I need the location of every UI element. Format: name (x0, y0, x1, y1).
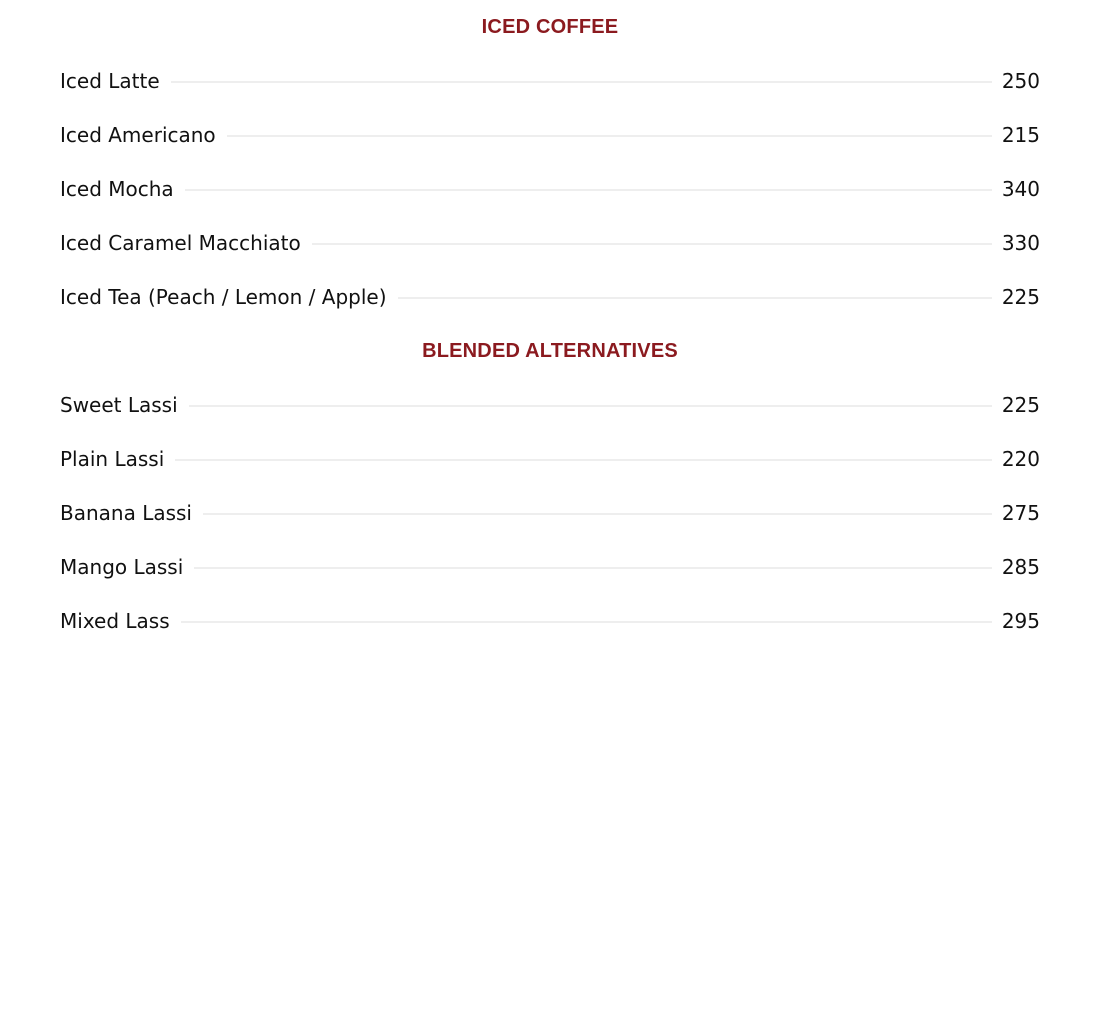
menu-item-name: Iced Americano (60, 123, 216, 147)
menu-item-list (60, 54, 1040, 324)
menu-item (60, 162, 1040, 216)
menu-item-list (60, 378, 1040, 648)
leader-line (312, 243, 992, 245)
menu-item-price: 225 (1001, 393, 1040, 417)
leader-line (227, 135, 992, 137)
menu-item-price: 295 (1001, 609, 1040, 633)
menu-item-name: Iced Mocha (60, 177, 174, 201)
menu-item-price: 285 (1001, 555, 1040, 579)
leader-line (398, 297, 992, 299)
menu-item-price: 215 (1001, 123, 1040, 147)
section-title: BLENDED ALTERNATIVES (422, 340, 678, 362)
section-iced-coffee (0, 0, 1100, 324)
leader-line (203, 513, 992, 515)
menu-item-price: 330 (1001, 231, 1040, 255)
leader-line (194, 567, 992, 569)
menu-item-name: Iced Tea (Peach / Lemon / Apple) (60, 285, 387, 309)
menu-item-price: 250 (1001, 69, 1040, 93)
menu-item-price: 220 (1001, 447, 1040, 471)
menu-item-name: Mixed Lass (60, 609, 170, 633)
menu-item (60, 594, 1040, 648)
menu-item-price: 225 (1001, 285, 1040, 309)
menu-item-name: Sweet Lassi (60, 393, 178, 417)
menu-item (60, 108, 1040, 162)
menu-item-price: 275 (1001, 501, 1040, 525)
menu-item (60, 54, 1040, 108)
leader-line (171, 81, 992, 83)
section-blended-alternatives (0, 324, 1100, 648)
menu-item-price: 340 (1001, 177, 1040, 201)
leader-line (185, 189, 992, 191)
leader-line (189, 405, 992, 407)
leader-line (175, 459, 992, 461)
section-title: ICED COFFEE (481, 16, 619, 38)
menu-item (60, 486, 1040, 540)
menu-item (60, 270, 1040, 324)
leader-line (181, 621, 992, 623)
menu-item (60, 432, 1040, 486)
menu-item (60, 540, 1040, 594)
menu-item-name: Mango Lassi (60, 555, 184, 579)
menu-item (60, 378, 1040, 432)
menu-item (60, 216, 1040, 270)
menu-item-name: Banana Lassi (60, 501, 192, 525)
menu-item-name: Iced Latte (60, 69, 160, 93)
menu-item-name: Iced Caramel Macchiato (60, 231, 301, 255)
menu-item-name: Plain Lassi (60, 447, 165, 471)
